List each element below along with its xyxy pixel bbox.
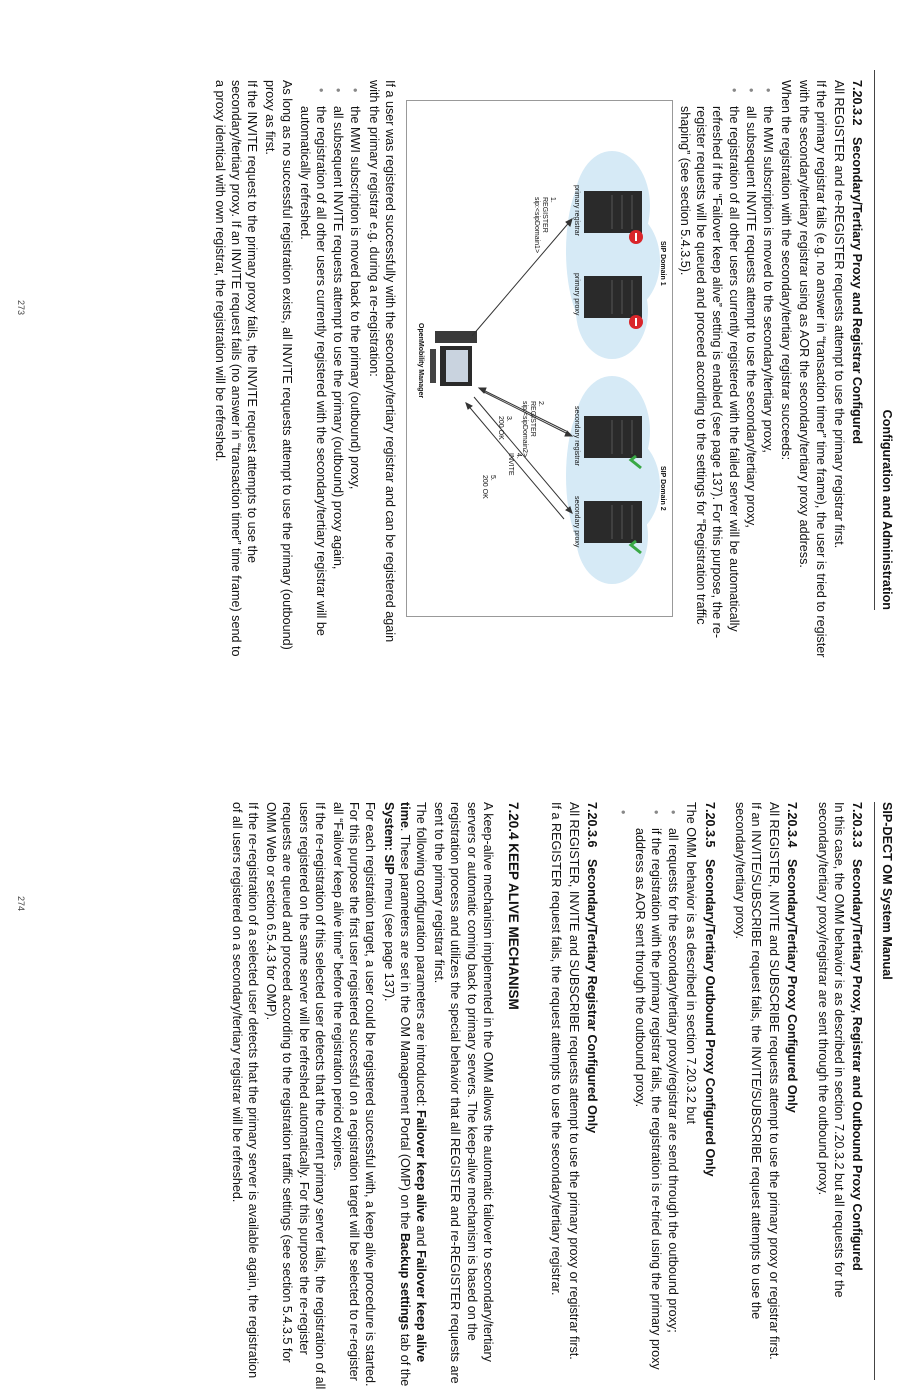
list-item: • all requests for the secondary/tertiary proxy/registrar are send through the outbound proxy; <box>665 802 681 1392</box>
primary-proxy-label: primary proxy <box>572 273 580 316</box>
domain-2-label: SIP Domain 2 <box>658 466 666 511</box>
section-heading-7-20-3-6: 7.20.3.6Secondary/Tertiary Registrar Configured Only <box>585 802 600 1134</box>
paragraph: All REGISTER, INVITE and SUBSCRIBE requests attempt to use the primary proxy or registrar first. <box>767 802 782 1360</box>
fail-icon <box>629 315 643 329</box>
secondary-registrar-label: secondary registrar <box>572 406 580 466</box>
page-header-title: SIP-DECT OM System Manual <box>880 802 894 980</box>
paragraph: All REGISTER and re-REGISTER requests attempt to use the primary registrar first. <box>831 80 846 549</box>
section-heading-7-20-3-5: 7.20.3.5Secondary/Tertiary Outbound Proxy Configured Only <box>702 802 717 1177</box>
paragraph: All REGISTER, INVITE and SUBSCRIBE requests attempt to use the primary proxy or registrar first. <box>567 802 582 1360</box>
paragraph: As long as no successful registration exists, all INVITE requests attempt to use the primary (outbound) proxy as first. <box>263 80 294 650</box>
bullet-list <box>677 80 776 660</box>
cloud-domain-1 <box>566 151 660 359</box>
step-5-label: 5. 200 OK <box>480 475 496 499</box>
secondary-proxy-label: secondary proxy <box>572 496 580 548</box>
domain-1-label: SIP Domain 1 <box>658 241 666 286</box>
paragraph: A keep-alive mechanism implemented in the OMM allows the automatic failover to secondary/tertiary servers or automatic coming back to primary servers. The keep-alive mechanism is based on the registration process and utilizes the special behavior that all REGISTER and re-REGISTER requests are sent to the primary registrar first. <box>432 802 495 1384</box>
header-rule <box>874 802 875 1380</box>
page-number: 274 <box>16 896 26 912</box>
paragraph: If the re-registration of a selected user detects that the primary server is available again, the registration of all users registered on a secondary/tertiary registrar will be refreshed. <box>229 802 260 1379</box>
diagram-graphic <box>407 101 672 616</box>
cloud-domain-2 <box>566 376 660 584</box>
list-item: • the MWI subscription is moved back to the primary (outbound) proxy, <box>347 80 363 660</box>
header-rule <box>874 70 875 610</box>
step-2-label: 2. REGISTER sip:<sipDomain2> <box>520 401 544 458</box>
step-3-label: 3. 200 OK <box>496 416 512 440</box>
page-274 <box>0 706 901 1396</box>
secondary-proxy-server-icon <box>584 501 642 543</box>
paragraph: If a user was registered successfully with the secondary/tertiary registrar and can be registered again with the primary registrar e.g. during a re-registration: <box>366 80 397 643</box>
paragraph: For each registration target, a user could be registered successful with, a keep alive procedure is started. For this purpose the first user registered successful on a registration target will be selected to re-register all “Failover keep alive time” before the registration period expires. <box>330 802 378 1387</box>
paragraph: When the registration with the secondary/tertiary registrar succeeds: <box>779 80 794 461</box>
page-header-title: Configuration and Administration <box>880 409 894 610</box>
paragraph: The OMM behavior is as described in section 7.20.3.2 but <box>684 802 699 1125</box>
bullet-list <box>297 80 364 660</box>
section-heading-7-20-3-4: 7.20.3.4Secondary/Tertiary Proxy Configured Only <box>785 802 800 1113</box>
secondary-registrar-server-icon <box>584 416 642 458</box>
list-item: • all subsequent INVITE requests attempt to use the secondary/tertiary proxy, <box>743 80 759 660</box>
list-item: • if the registration with the primary registrar fails, the registration is re-tried using the primary proxy address as AOR sent through the outbound proxy. <box>632 802 664 1392</box>
page-body <box>227 802 866 1392</box>
page-number: 273 <box>16 300 26 316</box>
primary-proxy-server-icon <box>584 276 642 318</box>
page-body <box>210 80 865 660</box>
list-item: • the registration of all other users currently registered with the failed server will be automatically refreshed if the “Failover keep alive” setting is enabled (see page 137). For this purpose, the re-register requests will be queued and proceed according to the settings for “Registration traffic shaping” (see section 5.4.3.5). <box>677 80 742 660</box>
list-item: • the MWI subscription is moved to the secondary/tertiary proxy, <box>760 80 776 660</box>
step-1-label: 1. REGISTER sip:<sipDomain1> <box>532 197 556 254</box>
page-273 <box>0 0 901 690</box>
paragraph: The following configuration parameters are introduced: Failover keep alive and Failover keep alive time. These parameters are set in the OM Management Portal (OMP) on the Backup settings tab of the System: SIP menu (see page 137). <box>381 802 428 1387</box>
failover-diagram <box>406 100 673 617</box>
omm-label: OpenMobility Manager <box>416 323 424 399</box>
omm-computer-icon <box>430 331 477 386</box>
primary-registrar-server-icon <box>584 191 642 233</box>
section-heading-7-20-4: 7.20.4 KEEP ALIVE MECHANISM <box>505 802 521 1010</box>
paragraph: If a REGISTER request fails, the request attempts to use the secondary/tertiary registrar. <box>548 802 563 1296</box>
paragraph: If the primary registrar fails (e.g. no answer in “transaction timer” time frame), the user is tried to register with the secondary/tertiary registrar using as AOR the secondary/tertiary proxy address. <box>797 80 828 658</box>
list-item: • all subsequent INVITE requests attempt to use the primary (outbound) proxy again, <box>330 80 346 660</box>
list-item: • the registration of all other users currently registered with the secondary/tertiary registrar will be automatically refreshed. <box>297 80 329 660</box>
paragraph: In this case, the OMM behavior is as described in section 7.20.3.2 but all requests for the secondary/tertiary proxy/registrar are sent through the outbound proxy. <box>815 802 846 1298</box>
bullet-list <box>614 802 681 1392</box>
list-item-empty <box>614 802 630 1392</box>
section-heading-7-20-3-2: 7.20.3.2Secondary/Tertiary Proxy and Registrar Configured <box>850 80 864 444</box>
fail-icon <box>629 230 643 244</box>
paragraph: If the re-registration of this selected user detects that the current primary server fails, the registration of all users registered on the same server will be refreshed automatically. For this purpose the re-register requests are queued and proceed according to the registration traffic settings (see section 5.4.3.5 for OMM Web or section 6.5.4.3 for OMP). <box>264 802 327 1390</box>
step-4-label: 4. INVITE <box>506 453 522 476</box>
paragraph: If the INVITE request to the primary proxy fails, the INVITE request attempts to use the secondary/tertiary proxy. If an INVITE request fails (no answer in “transaction timer” time frame) send to a proxy identical with own registrar, the registration will be refreshed. <box>212 80 260 657</box>
primary-registrar-label: primary registrar <box>572 185 580 236</box>
section-heading-7-20-3-3: 7.20.3.3Secondary/Tertiary Proxy, Registrar and Outbound Proxy Configured <box>850 802 864 1271</box>
paragraph: If an INVITE/SUBSCRIBE request fails, the INVITE/SUBSCRIBE request attempts to use the secondary/tertiary proxy. <box>732 802 763 1320</box>
